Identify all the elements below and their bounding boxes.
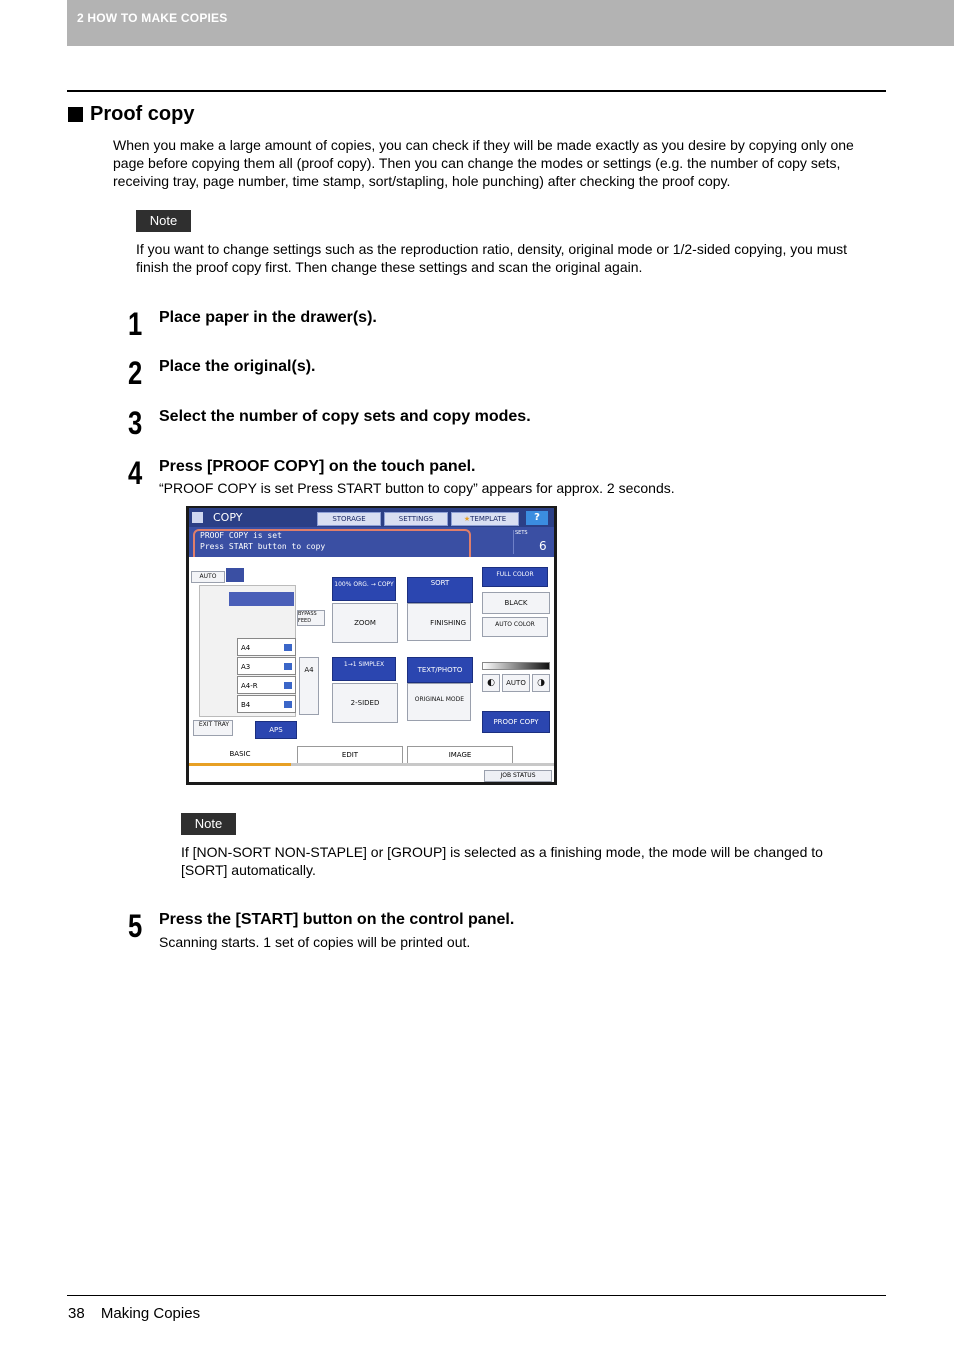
message-line: Press START button to copy — [200, 542, 326, 551]
header-bar — [67, 0, 954, 46]
tray-1-button[interactable] — [237, 638, 296, 656]
template-label: TEMPLATE — [470, 515, 507, 523]
aps-button[interactable]: APS — [255, 721, 297, 739]
note-line: If you want to change settings such as the reproduction ratio, density, original mode or 1/2-sided copying, you must — [136, 241, 848, 257]
density-scale — [482, 662, 550, 670]
duplex-display: 1→1 SIMPLEX — [332, 657, 396, 681]
panel-title: COPY — [213, 511, 243, 524]
full-color-button[interactable]: FULL COLOR — [482, 567, 548, 587]
zoom-ratio-display: 100% ORG. → COPY — [332, 577, 396, 601]
intro-paragraph — [113, 136, 854, 190]
tray-icon — [284, 644, 292, 651]
note-line: [SORT] automatically. — [181, 862, 316, 878]
auto-color-button[interactable] — [482, 617, 548, 637]
sets-divider — [513, 530, 514, 554]
step-number: 1 — [128, 306, 143, 342]
zoom-button[interactable] — [332, 603, 398, 643]
footer-divider — [67, 1295, 886, 1296]
step-number: 5 — [128, 908, 143, 944]
finisher-icon — [229, 592, 294, 606]
step-title: Select the number of copy sets and copy modes. — [159, 408, 531, 425]
step-title: Press the [START] button on the control panel. — [159, 911, 515, 928]
density-auto-label: AUTO — [506, 679, 526, 687]
note-line: If [NON-SORT NON-STAPLE] or [GROUP] is selected as a finishing mode, the mode will be changed to — [181, 844, 823, 860]
step-description: Scanning starts. 1 set of copies will be printed out. — [159, 934, 471, 950]
step-number: 3 — [128, 405, 143, 441]
2-sided-button[interactable] — [332, 683, 398, 723]
tab-underline — [291, 763, 554, 766]
text-photo-display: TEXT/PHOTO — [407, 657, 473, 683]
note-text — [136, 240, 847, 276]
settings-button[interactable]: SETTINGS — [384, 512, 448, 526]
note-line: finish the proof copy first. Then change these settings and scan the original again. — [136, 259, 643, 275]
step-title: Press [PROOF COPY] on the touch panel. — [159, 458, 476, 475]
note-badge: Note — [181, 813, 236, 835]
step-title: Place the original(s). — [159, 358, 316, 375]
page-number: 38 — [68, 1305, 85, 1322]
chapter-title: 2 HOW TO MAKE COPIES — [77, 11, 228, 25]
bypass-size: A4 — [304, 666, 314, 674]
tray-size: A4-R — [241, 682, 258, 690]
step-number: 2 — [128, 355, 143, 391]
black-label: BLACK — [504, 599, 528, 607]
tray-size: A4 — [241, 644, 251, 652]
tab-edit[interactable]: EDIT — [297, 746, 403, 765]
finishing-label: FINISHING — [430, 619, 466, 627]
auto-color-label: AUTO COLOR — [495, 621, 535, 628]
exit-tray-button[interactable]: EXIT TRAY — [193, 720, 233, 736]
square-bullet-icon — [68, 107, 83, 122]
tab-image[interactable]: IMAGE — [407, 746, 513, 765]
star-icon: ★ — [463, 515, 471, 523]
active-tab-indicator — [189, 763, 291, 766]
storage-button[interactable]: STORAGE — [317, 512, 381, 526]
intro-line: When you make a large amount of copies, you can check if they will be made exactly as you desire by copying only one — [113, 137, 854, 153]
tray-icon — [284, 663, 292, 670]
note-badge: Note — [136, 210, 191, 232]
sort-display: SORT — [407, 577, 473, 603]
job-status-button[interactable]: JOB STATUS — [484, 770, 552, 782]
tray-2-button[interactable] — [237, 657, 296, 675]
original-icon — [226, 568, 244, 582]
bypass-feed-button[interactable]: BYPASS FEED — [297, 610, 325, 626]
intro-line: receiving tray, page number, time stamp, sort/stapling, hole punching) after checking the proof copy. — [113, 173, 731, 189]
density-auto-button[interactable] — [502, 674, 530, 692]
tray-icon — [284, 701, 292, 708]
density-darker-button[interactable]: ◑ — [532, 674, 550, 692]
step-number: 4 — [128, 455, 143, 491]
copy-icon — [192, 512, 203, 523]
panel-work-area — [189, 557, 554, 741]
footer-title: Making Copies — [100, 1305, 201, 1322]
original-mode-label: ORIGINAL MODE — [414, 696, 464, 703]
auto-paper-badge[interactable]: AUTO — [191, 571, 225, 583]
sets-value: 6 — [539, 539, 547, 553]
page-footer — [68, 1305, 212, 1322]
intro-line: page before copying them all (proof copy). Then you can change the modes or settings (e.g. the number of copy sets, — [113, 155, 841, 171]
template-button[interactable] — [451, 512, 519, 526]
tray-3-button[interactable] — [237, 676, 296, 694]
step-description: “PROOF COPY is set Press START button to copy” appears for approx. 2 seconds. — [159, 480, 675, 496]
bypass-tray-button[interactable] — [299, 657, 319, 715]
step-title: Place paper in the drawer(s). — [159, 309, 377, 326]
tray-icon — [284, 682, 292, 689]
proof-copy-button[interactable]: PROOF COPY — [482, 711, 550, 733]
finishing-button[interactable] — [407, 603, 471, 641]
panel-title-bar — [189, 508, 554, 527]
tray-size: A3 — [241, 663, 251, 671]
tray-size: B4 — [241, 701, 251, 709]
zoom-label: ZOOM — [354, 619, 376, 627]
tray-4-button[interactable] — [237, 695, 296, 713]
message-line: PROOF COPY is set — [200, 531, 282, 540]
section-heading — [68, 103, 194, 126]
note-text — [181, 843, 823, 879]
original-mode-button[interactable] — [407, 683, 471, 721]
black-button[interactable] — [482, 592, 550, 614]
touch-panel-screenshot — [186, 506, 557, 785]
section-title: Proof copy — [90, 103, 195, 125]
2-sided-label: 2-SIDED — [350, 699, 380, 707]
density-lighter-button[interactable]: ◐ — [482, 674, 500, 692]
help-button[interactable]: ? — [526, 511, 548, 525]
section-divider — [67, 90, 886, 92]
tab-basic[interactable]: BASIC — [229, 750, 251, 758]
message-bar — [189, 527, 554, 557]
sets-label: SETS — [515, 530, 528, 536]
